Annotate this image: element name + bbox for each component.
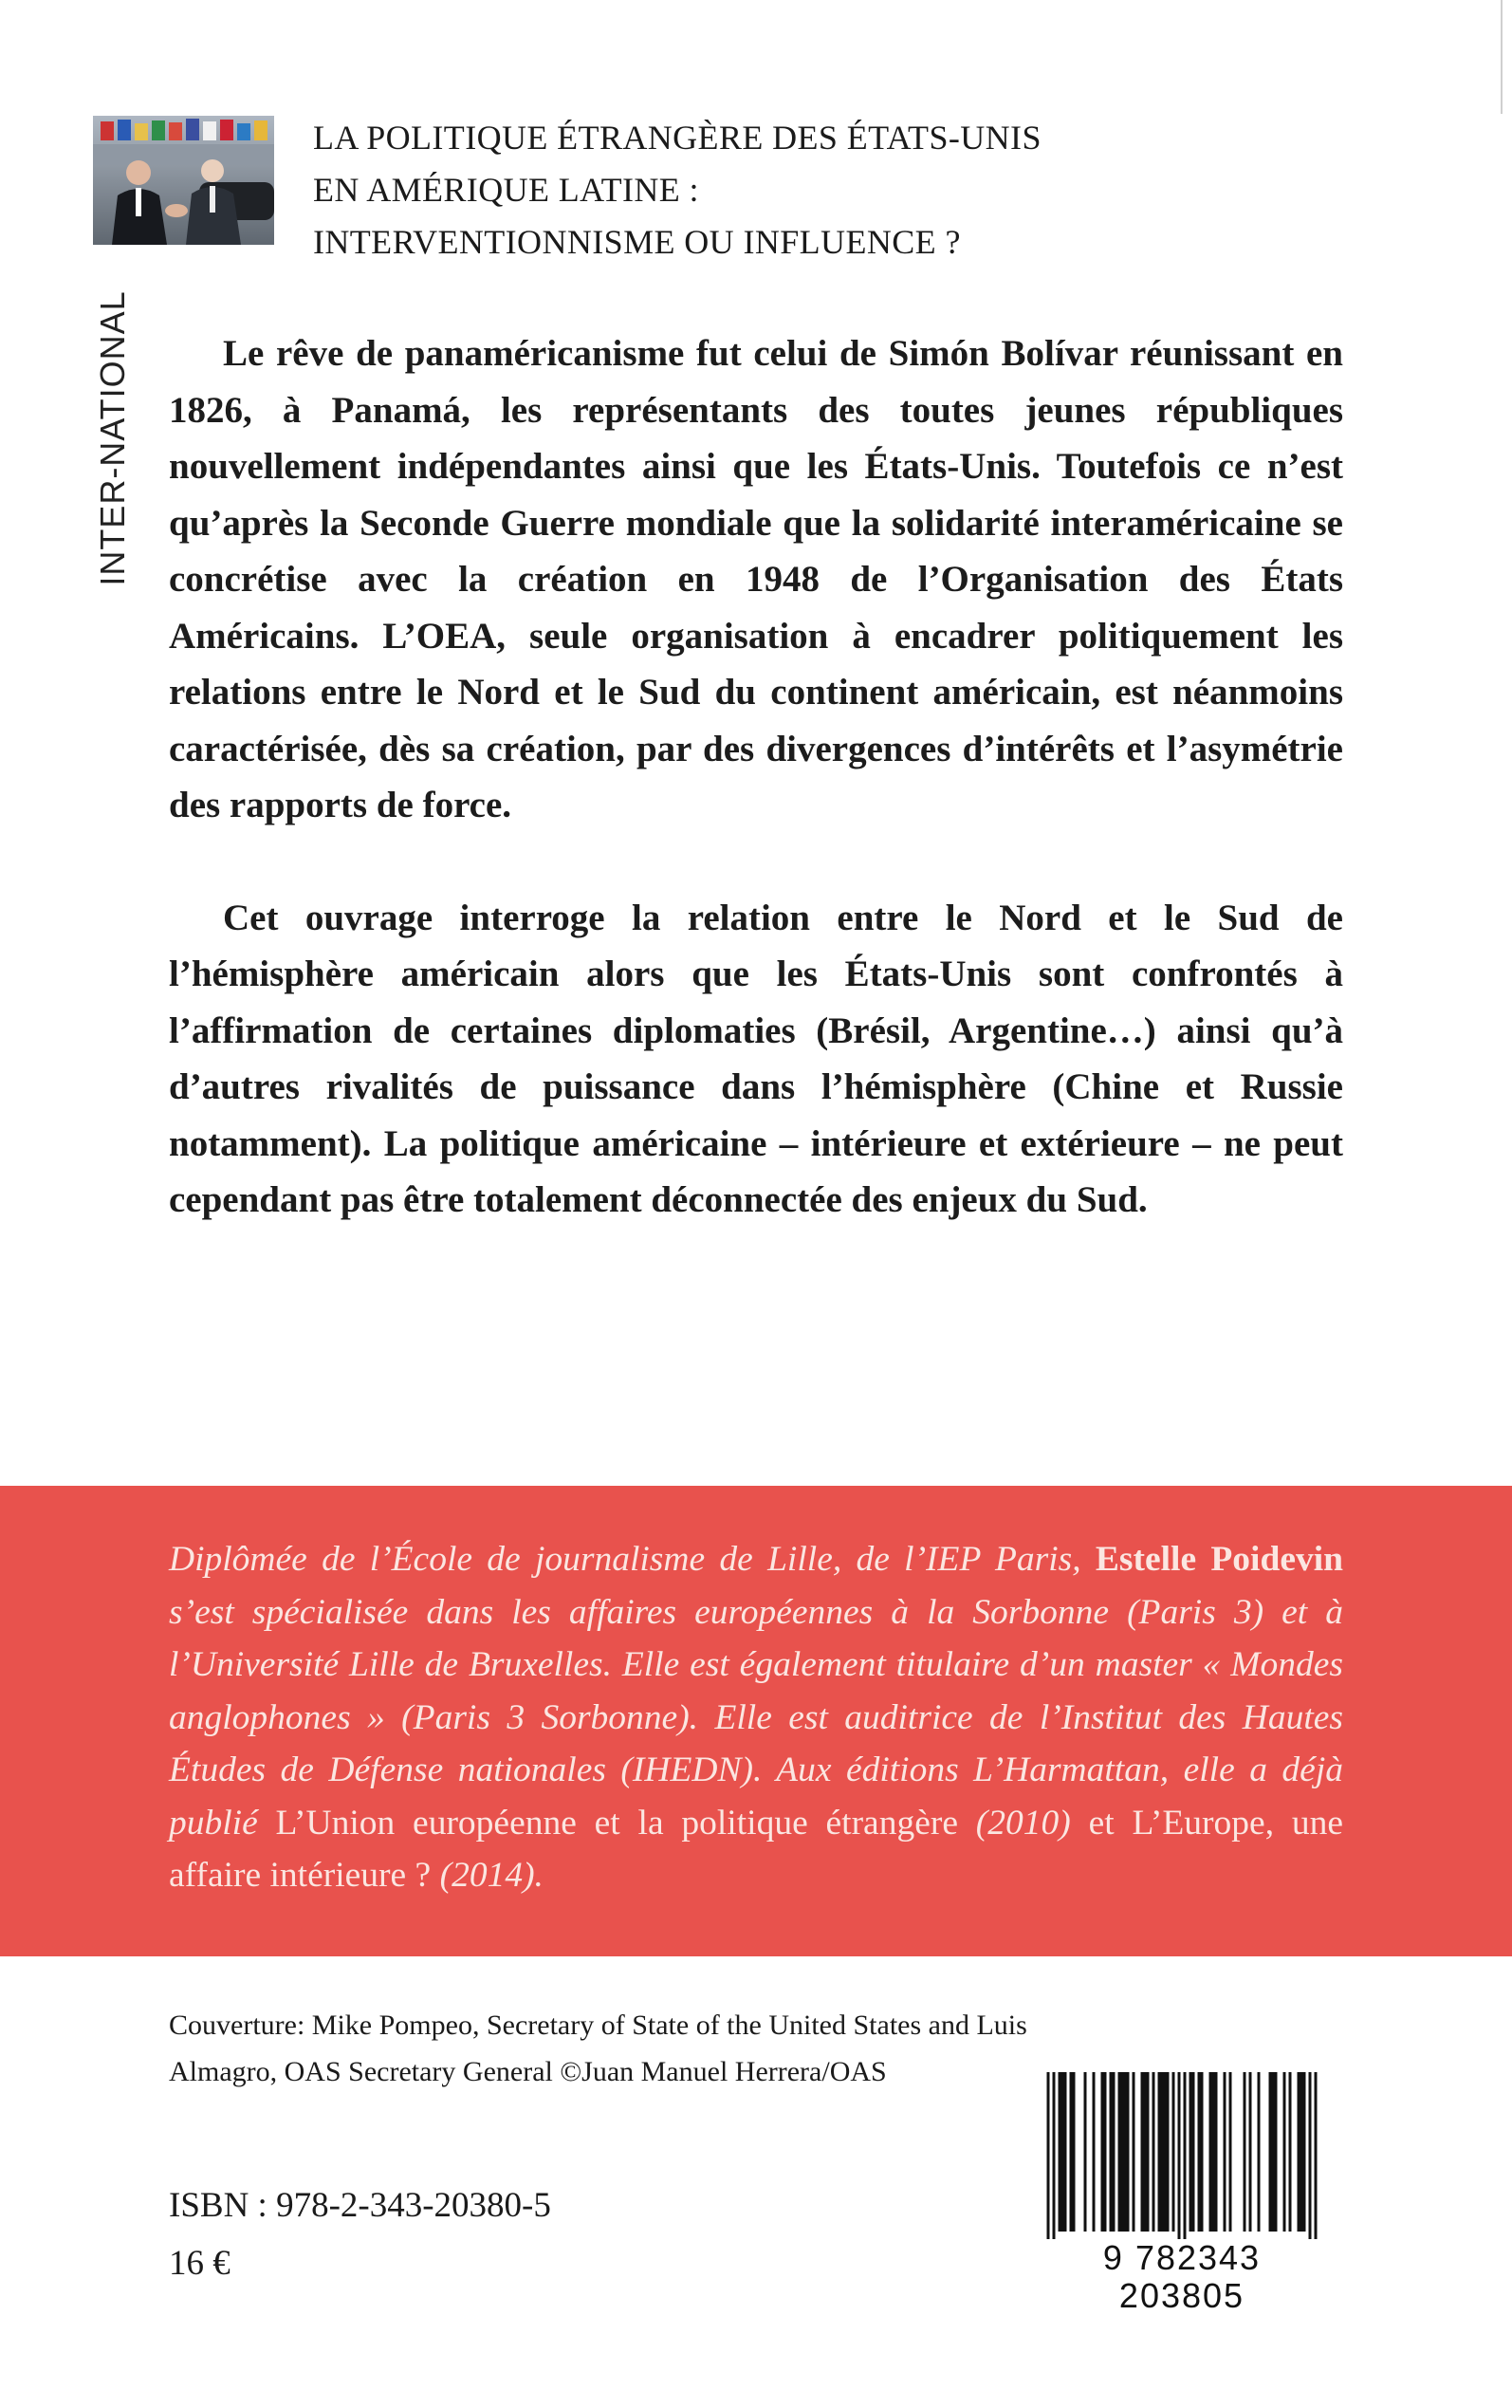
barcode-bar [1192,2072,1195,2232]
barcode-bar [1172,2072,1175,2232]
title-line-1: LA POLITIQUE ÉTRANGÈRE DES ÉTATS-UNIS [313,119,1042,157]
barcode-bar [1198,2072,1201,2232]
barcode-bar [1101,2072,1104,2232]
barcode-bar [1118,2072,1121,2232]
barcode-bar [1064,2072,1067,2232]
barcode-bar [1167,2072,1170,2232]
book-title-2: L’Europe, une affaire intérieure ? [169,1803,1344,1895]
barcode-bar [1104,2072,1107,2232]
book-title-1: L’Union européenne et la politique étrangère [275,1803,958,1843]
title-line-3: INTERVENTIONNISME OU INFLUENCE ? [313,223,961,261]
barcode-bar [1121,2072,1124,2232]
barcode-number: 9 782343 203805 [1102,2238,1262,2315]
bio-text-1: Diplômée de l’École de journalisme de Lille, de l’IEP Paris, [169,1540,1096,1579]
barcode-bar [1124,2072,1127,2232]
barcode-bar [1244,2072,1246,2232]
cover-photo [93,116,274,245]
barcode-bar [1283,2072,1286,2232]
barcode-bar [1315,2072,1318,2239]
barcode-bar [1158,2072,1161,2232]
barcode-bar [1152,2072,1155,2232]
price: 16 € [169,2244,230,2283]
barcode-bar [1144,2072,1147,2232]
barcode-bar [1300,2072,1303,2232]
book-title [313,112,1262,269]
author-bio [169,1533,1343,1902]
summary-paragraph-2: Cet ouvrage interroge la relation entre le Nord et le Sud de l’hémisphère américain alors que les États-Unis sont confrontés à l’affirmation de certaines diplomaties (Brésil, Argentine…) ainsi qu’à d’autres rivalités de puissance dans l’hémisphère (Chine et Russie notamment). La politique américaine – intérieure et extérieure – ne peut cependant pas être totalement déconnectée des enjeux du Sud. [169,897,1343,1220]
barcode-bar [1053,2072,1056,2239]
barcode-bar [1178,2072,1181,2239]
barcode [1037,2068,1327,2315]
author-bio-band [0,1486,1512,1956]
barcode-bar [1224,2072,1226,2232]
barcode-bar [1093,2072,1096,2232]
bio-text-5: (2014). [431,1856,544,1895]
barcode-bar [1164,2072,1167,2232]
barcode-bar [1047,2072,1050,2239]
collection-label [90,268,136,609]
barcode-bar [1258,2072,1261,2232]
cover-credit: Couverture: Mike Pompeo, Secretary of State of the United States and Luis Almagro, OAS Secretary General ©Juan Manuel Herrera/OAS [169,2010,1027,2087]
barcode-bar [1309,2072,1312,2239]
barcode-bar [1189,2072,1192,2232]
barcode-bar [1141,2072,1144,2232]
title-line-2: EN AMÉRIQUE LATINE : [313,171,699,209]
barcode-bar [1184,2072,1187,2239]
barcode-bar [1275,2072,1278,2232]
author-name: Estelle Poidevin [1095,1540,1343,1579]
barcode-bar [1073,2072,1076,2232]
bio-text-4 [1115,1804,1133,1843]
barcode-bar [1133,2072,1135,2232]
barcode-bar [1059,2072,1061,2232]
barcode-bar [1272,2072,1275,2232]
barcode-bar [1215,2072,1218,2232]
barcode-bar [1084,2072,1087,2232]
bio-conjunction: et [1088,1803,1115,1843]
bio-text-2: s’est spécialisée dans les affaires européennes à la Sorbonne (Paris 3) et à l’Université Lille de Bruxelles. Elle est également titulaire d’un master « Mondes anglophones » (Paris 3 Sorbonne). Elle est auditrice de l’Institut des Hautes Études de Défense nationales (IHEDN). Aux éditions L’Harmattan, elle a déjà publié [169,1592,1343,1843]
barcode-bar [1061,2072,1064,2232]
barcode-bar [1289,2072,1292,2232]
barcode-bar [1147,2072,1150,2232]
page-edge-line [1501,0,1503,114]
summary-paragraph-1: Le rêve de panaméricanisme fut celui de Simón Bolívar réunissant en 1826, à Panamá, les représentants des toutes jeunes républiques nouvellement indépendantes ainsi que les États-Unis. Toutefois ce n’est qu’après la Seconde Guerre mondiale que la solidarité interaméricaine se concrétise avec la création en 1948 de l’Organisation des États Américains. L’OEA, seule organisation à encadrer politiquement les relations entre le Nord et le Sud du continent américain, est néanmoins caractérisée, dès sa création, par des divergences d’intérêts et l’asymétrie des rapports de force. [169,333,1343,825]
isbn: ISBN : 978-2-343-20380-5 [169,2186,551,2225]
barcode-bar [1113,2072,1116,2232]
barcode-bar [1249,2072,1252,2232]
barcode-bar [1269,2072,1272,2232]
barcode-bar [1070,2072,1073,2232]
barcode-bar [1303,2072,1306,2232]
barcode-bar [1110,2072,1113,2232]
barcode-bars [1037,2068,1327,2239]
barcode-bar [1127,2072,1130,2232]
barcode-bar [1201,2072,1204,2232]
barcode-bar [1229,2072,1232,2232]
collection-label-text: INTER-NATIONAL [93,290,132,586]
barcode-bar [1161,2072,1164,2232]
barcode-bar [1209,2072,1212,2232]
bio-text-3: (2010) [957,1803,1089,1843]
barcode-bar [1298,2072,1300,2232]
barcode-bar [1212,2072,1215,2232]
summary [169,325,1343,1229]
